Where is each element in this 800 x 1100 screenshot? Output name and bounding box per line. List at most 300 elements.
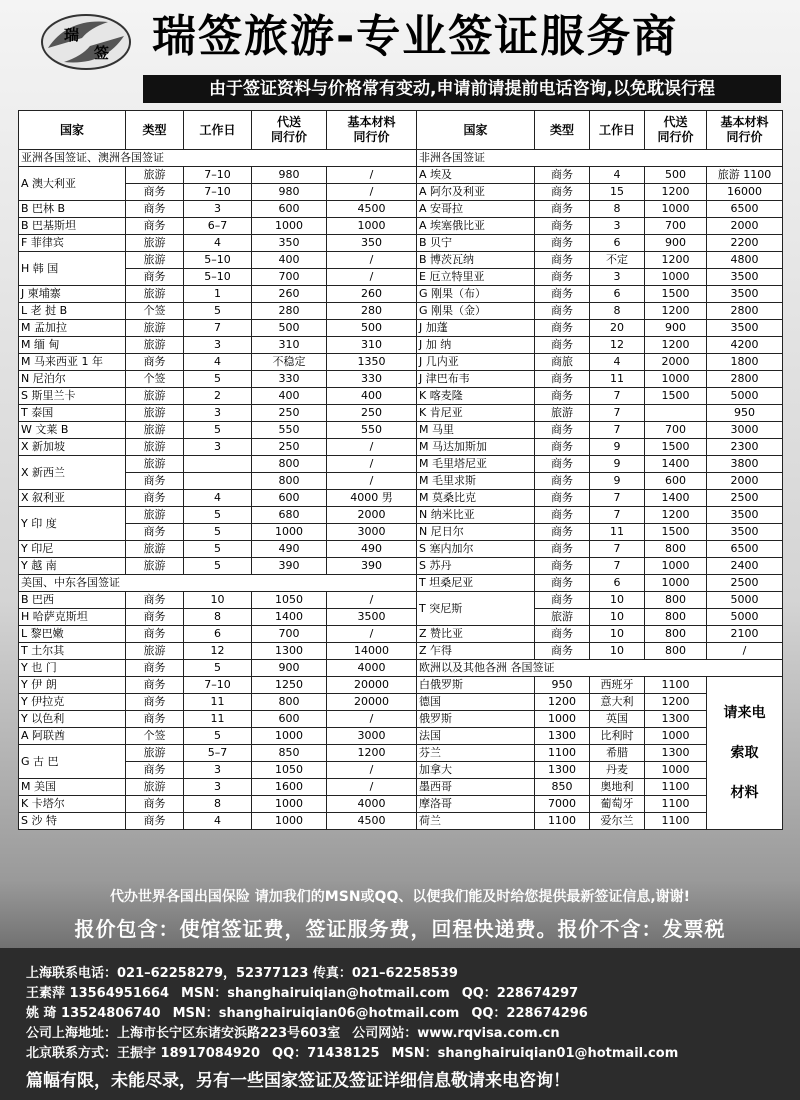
value-cell — [184, 456, 252, 473]
table-row — [19, 813, 783, 830]
table-row — [19, 558, 783, 575]
value-cell: 商务 — [126, 218, 184, 235]
value-cell: 9 — [590, 439, 645, 456]
value-cell: 不定 — [590, 252, 645, 269]
value-cell: 550 — [252, 422, 327, 439]
value-cell: 8 — [184, 796, 252, 813]
table-row — [19, 541, 783, 558]
value-cell: 1000 — [252, 524, 327, 541]
value-cell: 旅游 — [126, 558, 184, 575]
country-cell: Y 以色利 — [19, 711, 126, 728]
value-cell: 3 — [184, 201, 252, 218]
value-cell: / — [327, 167, 417, 184]
country-cell: Z 赞比亚 — [417, 626, 535, 643]
side-note-line: 索取 — [730, 745, 759, 761]
value-cell: 商务 — [126, 677, 184, 694]
value-cell: 1200 — [645, 507, 707, 524]
value-cell: 1400 — [645, 490, 707, 507]
value-cell: 商务 — [535, 473, 590, 490]
country-cell: 英国 — [590, 711, 645, 728]
section-title: 欧洲以及其他各洲 各国签证 — [417, 660, 783, 677]
value-cell: 2 — [184, 388, 252, 405]
section-title: 美国、中东各国签证 — [19, 575, 417, 592]
country-cell: T 土尔其 — [19, 643, 126, 660]
country-cell: 墨西哥 — [417, 779, 535, 796]
value-cell: 800 — [252, 456, 327, 473]
value-cell: 20 — [590, 320, 645, 337]
value-cell: 3500 — [327, 609, 417, 626]
value-cell: / — [327, 473, 417, 490]
table-row — [19, 456, 783, 473]
value-cell: / — [327, 252, 417, 269]
value-cell: 550 — [327, 422, 417, 439]
contact-line — [26, 964, 786, 984]
table-header-row — [19, 111, 783, 150]
value-cell: 400 — [252, 388, 327, 405]
value-cell: 1000 — [645, 269, 707, 286]
value-cell: 11 — [590, 371, 645, 388]
table-row — [19, 796, 783, 813]
table-row — [19, 439, 783, 456]
value-cell: 9 — [590, 473, 645, 490]
value-cell: 800 — [645, 643, 707, 660]
table-row — [19, 643, 783, 660]
value-cell: 1000 — [252, 813, 327, 830]
value-cell: 商务 — [535, 456, 590, 473]
visa-price-table-wrapper — [18, 110, 782, 830]
value-cell: 2500 — [707, 575, 783, 592]
value-cell: 1100 — [645, 677, 707, 694]
column-header: 工作日 — [590, 111, 645, 150]
value-cell: 390 — [327, 558, 417, 575]
country-cell: 俄罗斯 — [417, 711, 535, 728]
table-row — [19, 371, 783, 388]
value-cell: 1250 — [252, 677, 327, 694]
value-cell: 1600 — [252, 779, 327, 796]
logo-char-1: 瑞 — [64, 26, 80, 44]
country-cell: G 古 巴 — [19, 745, 126, 779]
country-cell: 法国 — [417, 728, 535, 745]
value-cell: 商务 — [535, 167, 590, 184]
value-cell: 商务 — [126, 711, 184, 728]
country-cell: Y 越 南 — [19, 558, 126, 575]
country-cell: M 缅 甸 — [19, 337, 126, 354]
value-cell: 7 — [590, 541, 645, 558]
value-cell: 商务 — [126, 201, 184, 218]
value-cell: 7–10 — [184, 167, 252, 184]
table-row — [19, 184, 783, 201]
value-cell: 旅游 — [126, 252, 184, 269]
contact-line — [26, 1044, 786, 1064]
country-cell: T 坦桑尼亚 — [417, 575, 535, 592]
country-cell: J 津巴布韦 — [417, 371, 535, 388]
value-cell: 400 — [252, 252, 327, 269]
value-cell: 1400 — [645, 456, 707, 473]
value-cell: 490 — [252, 541, 327, 558]
value-cell: 15 — [590, 184, 645, 201]
value-cell: 6500 — [707, 201, 783, 218]
value-cell: 4 — [184, 354, 252, 371]
value-cell: 2800 — [707, 303, 783, 320]
value-cell: 商务 — [535, 643, 590, 660]
column-header: 国家 — [19, 111, 126, 150]
table-row — [19, 388, 783, 405]
country-cell: B 贝宁 — [417, 235, 535, 252]
value-cell: 7 — [590, 507, 645, 524]
country-cell: 爱尔兰 — [590, 813, 645, 830]
company-logo — [38, 12, 134, 72]
country-cell: Y 伊 朗 — [19, 677, 126, 694]
contact-field: QQ：71438125 — [272, 1046, 380, 1061]
value-cell: 商务 — [535, 252, 590, 269]
contact-line — [26, 984, 786, 1004]
value-cell: 商务 — [126, 269, 184, 286]
country-cell: H 韩 国 — [19, 252, 126, 286]
country-cell: K 喀麦隆 — [417, 388, 535, 405]
value-cell: 5 — [184, 507, 252, 524]
contact-field: QQ：228674296 — [471, 1006, 588, 1021]
value-cell: 700 — [252, 626, 327, 643]
value-cell: / — [327, 456, 417, 473]
country-cell: 意大利 — [590, 694, 645, 711]
table-row — [19, 677, 783, 694]
value-cell: 商务 — [535, 371, 590, 388]
insurance-notice: 代办世界各国出国保险 请加我们的MSN或QQ、以便我们能及时给您提供最新签证信息,谢谢! — [109, 889, 691, 905]
table-row — [19, 354, 783, 371]
column-header: 工作日 — [184, 111, 252, 150]
value-cell: 5000 — [707, 592, 783, 609]
table-row — [19, 626, 783, 643]
country-cell: 芬兰 — [417, 745, 535, 762]
contact-line — [26, 1024, 786, 1044]
country-cell: A 阿尔及利亚 — [417, 184, 535, 201]
value-cell: 1000 — [645, 558, 707, 575]
value-cell: 商务 — [535, 541, 590, 558]
value-cell: 2300 — [707, 439, 783, 456]
value-cell: 商务 — [126, 592, 184, 609]
value-cell: 330 — [327, 371, 417, 388]
value-cell: 7–10 — [184, 677, 252, 694]
side-note-line: 材料 — [730, 785, 759, 801]
value-cell: 10 — [184, 592, 252, 609]
value-cell: 250 — [327, 405, 417, 422]
value-cell: 商务 — [126, 490, 184, 507]
value-cell: 4000 — [327, 796, 417, 813]
contact-field: 公司上海地址：上海市长宁区东诸安浜路223号603室 — [26, 1026, 341, 1041]
value-cell: / — [327, 592, 417, 609]
value-cell: 11 — [184, 694, 252, 711]
value-cell: 商务 — [535, 575, 590, 592]
value-cell: 1500 — [645, 286, 707, 303]
country-cell: K 卡塔尔 — [19, 796, 126, 813]
value-cell: 800 — [645, 592, 707, 609]
value-cell: 500 — [645, 167, 707, 184]
value-cell: 旅游 — [535, 609, 590, 626]
country-cell: N 纳米比亚 — [417, 507, 535, 524]
value-cell: 1300 — [252, 643, 327, 660]
value-cell: 600 — [252, 711, 327, 728]
column-header: 代送 同行价 — [645, 111, 707, 150]
value-cell: 1500 — [645, 388, 707, 405]
value-cell: 980 — [252, 184, 327, 201]
value-cell: 1200 — [645, 303, 707, 320]
value-cell: 商务 — [126, 473, 184, 490]
value-cell: 旅游 — [126, 779, 184, 796]
value-cell: 5 — [184, 303, 252, 320]
value-cell: 1050 — [252, 762, 327, 779]
table-row — [19, 694, 783, 711]
value-cell: 350 — [327, 235, 417, 252]
column-header: 基本材料 同行价 — [707, 111, 783, 150]
value-cell: 商务 — [535, 303, 590, 320]
value-cell: 700 — [645, 218, 707, 235]
page-title: 瑞签旅游-专业签证服务商 — [152, 11, 679, 62]
country-cell: 奥地利 — [590, 779, 645, 796]
country-cell: A 阿联酋 — [19, 728, 126, 745]
logo-char-2: 签 — [94, 44, 110, 62]
column-header: 类型 — [535, 111, 590, 150]
value-cell: 800 — [252, 694, 327, 711]
value-cell: 3 — [184, 405, 252, 422]
value-cell: / — [327, 439, 417, 456]
value-cell: 5 — [184, 524, 252, 541]
country-cell: Y 也 门 — [19, 660, 126, 677]
value-cell: 4500 — [327, 201, 417, 218]
header — [0, 0, 800, 108]
value-cell: 个签 — [126, 303, 184, 320]
contact-field: 公司网站：www.rqvisa.com.cn — [352, 1026, 560, 1041]
table-row — [19, 592, 783, 609]
country-cell: B 博茨瓦纳 — [417, 252, 535, 269]
value-cell: 商务 — [535, 235, 590, 252]
value-cell: 商务 — [535, 592, 590, 609]
table-row — [19, 745, 783, 762]
value-cell — [645, 405, 707, 422]
country-cell: B 巴基斯坦 — [19, 218, 126, 235]
value-cell: 3500 — [707, 507, 783, 524]
value-cell: 商务 — [535, 439, 590, 456]
value-cell: 1100 — [645, 779, 707, 796]
value-cell: 500 — [252, 320, 327, 337]
table-row — [19, 150, 783, 167]
country-cell: Y 伊拉克 — [19, 694, 126, 711]
contact-field: 北京联系方式：王振宇 18917084920 — [26, 1046, 261, 1061]
country-cell: S 斯里兰卡 — [19, 388, 126, 405]
contact-field: MSN：shanghairuiqian@hotmail.com — [181, 986, 450, 1001]
country-cell: M 美国 — [19, 779, 126, 796]
country-cell: M 孟加拉 — [19, 320, 126, 337]
country-cell: A 埃及 — [417, 167, 535, 184]
value-cell: 商务 — [535, 269, 590, 286]
value-cell: 商务 — [535, 626, 590, 643]
table-row — [19, 201, 783, 218]
value-cell: 旅游 — [126, 235, 184, 252]
country-cell: S 塞内加尔 — [417, 541, 535, 558]
value-cell: 1500 — [645, 524, 707, 541]
value-cell: 10 — [590, 609, 645, 626]
value-cell: 1000 — [327, 218, 417, 235]
value-cell: 5 — [184, 558, 252, 575]
value-cell: 350 — [252, 235, 327, 252]
value-cell: 商务 — [126, 609, 184, 626]
value-cell: 1500 — [645, 439, 707, 456]
value-cell: 900 — [645, 320, 707, 337]
country-cell: L 黎巴嫩 — [19, 626, 126, 643]
country-cell: J 柬埔寨 — [19, 286, 126, 303]
value-cell: 600 — [252, 490, 327, 507]
country-cell: M 莫桑比克 — [417, 490, 535, 507]
value-cell: 商务 — [535, 558, 590, 575]
value-cell: 商务 — [126, 796, 184, 813]
value-cell: 5 — [184, 541, 252, 558]
value-cell: 700 — [252, 269, 327, 286]
country-cell: M 毛里求斯 — [417, 473, 535, 490]
value-cell: 11 — [184, 711, 252, 728]
value-cell: 8 — [590, 303, 645, 320]
country-cell: 荷兰 — [417, 813, 535, 830]
value-cell: 310 — [327, 337, 417, 354]
country-cell: 西班牙 — [590, 677, 645, 694]
country-cell: M 马达加斯加 — [417, 439, 535, 456]
section-title: 非洲各国签证 — [417, 150, 783, 167]
table-row — [19, 320, 783, 337]
value-cell: 1000 — [645, 762, 707, 779]
country-cell: 丹麦 — [590, 762, 645, 779]
value-cell: 800 — [645, 626, 707, 643]
value-cell: 1300 — [535, 762, 590, 779]
value-cell: 7 — [590, 388, 645, 405]
value-cell: 9 — [590, 456, 645, 473]
value-cell: 1000 — [252, 218, 327, 235]
value-cell: 490 — [327, 541, 417, 558]
column-header: 类型 — [126, 111, 184, 150]
value-cell: 商务 — [535, 201, 590, 218]
logo-swoosh-icon — [38, 12, 134, 72]
value-cell: 1100 — [535, 745, 590, 762]
value-cell: 2000 — [707, 473, 783, 490]
value-cell: 800 — [252, 473, 327, 490]
value-cell: 1200 — [327, 745, 417, 762]
country-cell: M 马里 — [417, 422, 535, 439]
value-cell: 20000 — [327, 694, 417, 711]
value-cell: 5 — [184, 660, 252, 677]
value-cell: 3 — [590, 269, 645, 286]
value-cell: 14000 — [327, 643, 417, 660]
value-cell: 3000 — [707, 422, 783, 439]
value-cell: 商务 — [126, 660, 184, 677]
table-row — [19, 711, 783, 728]
value-cell: 旅游 — [126, 405, 184, 422]
value-cell: 6–7 — [184, 218, 252, 235]
country-cell: S 沙 特 — [19, 813, 126, 830]
value-cell: 2000 — [327, 507, 417, 524]
value-cell: / — [327, 626, 417, 643]
country-cell: E 厄立特里亚 — [417, 269, 535, 286]
value-cell: 旅游 — [126, 167, 184, 184]
value-cell: 600 — [645, 473, 707, 490]
value-cell: 旅游 — [126, 337, 184, 354]
value-cell: 1200 — [645, 337, 707, 354]
value-cell: 2400 — [707, 558, 783, 575]
value-cell: 个签 — [126, 371, 184, 388]
value-cell: 3 — [184, 762, 252, 779]
value-cell: 商务 — [126, 524, 184, 541]
value-cell: 3500 — [707, 320, 783, 337]
value-cell: 850 — [252, 745, 327, 762]
country-cell: Y 印 度 — [19, 507, 126, 541]
value-cell: 商务 — [126, 694, 184, 711]
value-cell: 3 — [184, 779, 252, 796]
country-cell: J 加 纳 — [417, 337, 535, 354]
value-cell: 商务 — [535, 490, 590, 507]
table-row — [19, 609, 783, 626]
value-cell: 旅游 — [126, 643, 184, 660]
value-cell: 250 — [252, 439, 327, 456]
value-cell: 商务 — [126, 626, 184, 643]
value-cell: 4200 — [707, 337, 783, 354]
country-cell: 德国 — [417, 694, 535, 711]
value-cell: 3 — [184, 337, 252, 354]
value-cell: 6 — [590, 235, 645, 252]
value-cell: 个签 — [126, 728, 184, 745]
value-cell: 商务 — [126, 762, 184, 779]
value-cell: 旅游 — [535, 405, 590, 422]
value-cell: 3500 — [707, 269, 783, 286]
table-row — [19, 252, 783, 269]
value-cell: 旅游 — [126, 320, 184, 337]
table-row — [19, 303, 783, 320]
value-cell: 1300 — [535, 728, 590, 745]
value-cell: 1350 — [327, 354, 417, 371]
value-cell: 4000 男 — [327, 490, 417, 507]
table-row — [19, 762, 783, 779]
value-cell: 1000 — [645, 371, 707, 388]
country-cell: N 尼泊尔 — [19, 371, 126, 388]
value-cell: 6500 — [707, 541, 783, 558]
value-cell: 6 — [590, 575, 645, 592]
column-header: 国家 — [417, 111, 535, 150]
contact-field: 上海联系电话：021–62258279，52377123 传真：021–62258539 — [26, 966, 458, 981]
country-cell: G 刚果（布） — [417, 286, 535, 303]
value-cell: 1200 — [645, 184, 707, 201]
value-cell: 7–10 — [184, 184, 252, 201]
value-cell: 700 — [645, 422, 707, 439]
country-cell: J 几内亚 — [417, 354, 535, 371]
country-cell: S 苏丹 — [417, 558, 535, 575]
value-cell: 5–10 — [184, 269, 252, 286]
value-cell: 2000 — [707, 218, 783, 235]
country-cell: 葡萄牙 — [590, 796, 645, 813]
price-included-notice: 报价包含：使馆签证费，签证服务费，回程快递费。报价不含：发票税 — [74, 917, 726, 941]
table-row — [19, 507, 783, 524]
country-cell: M 毛里塔尼亚 — [417, 456, 535, 473]
table-row — [19, 218, 783, 235]
table-row — [19, 660, 783, 677]
country-cell: 比利时 — [590, 728, 645, 745]
value-cell — [184, 473, 252, 490]
table-row — [19, 337, 783, 354]
value-cell: 950 — [707, 405, 783, 422]
value-cell: 680 — [252, 507, 327, 524]
value-cell: 400 — [327, 388, 417, 405]
table-row — [19, 490, 783, 507]
column-header: 代送 同行价 — [252, 111, 327, 150]
value-cell: 10 — [590, 626, 645, 643]
value-cell: 900 — [252, 660, 327, 677]
country-cell: 白俄罗斯 — [417, 677, 535, 694]
country-cell: A 埃塞俄比亚 — [417, 218, 535, 235]
column-header: 基本材料 同行价 — [327, 111, 417, 150]
